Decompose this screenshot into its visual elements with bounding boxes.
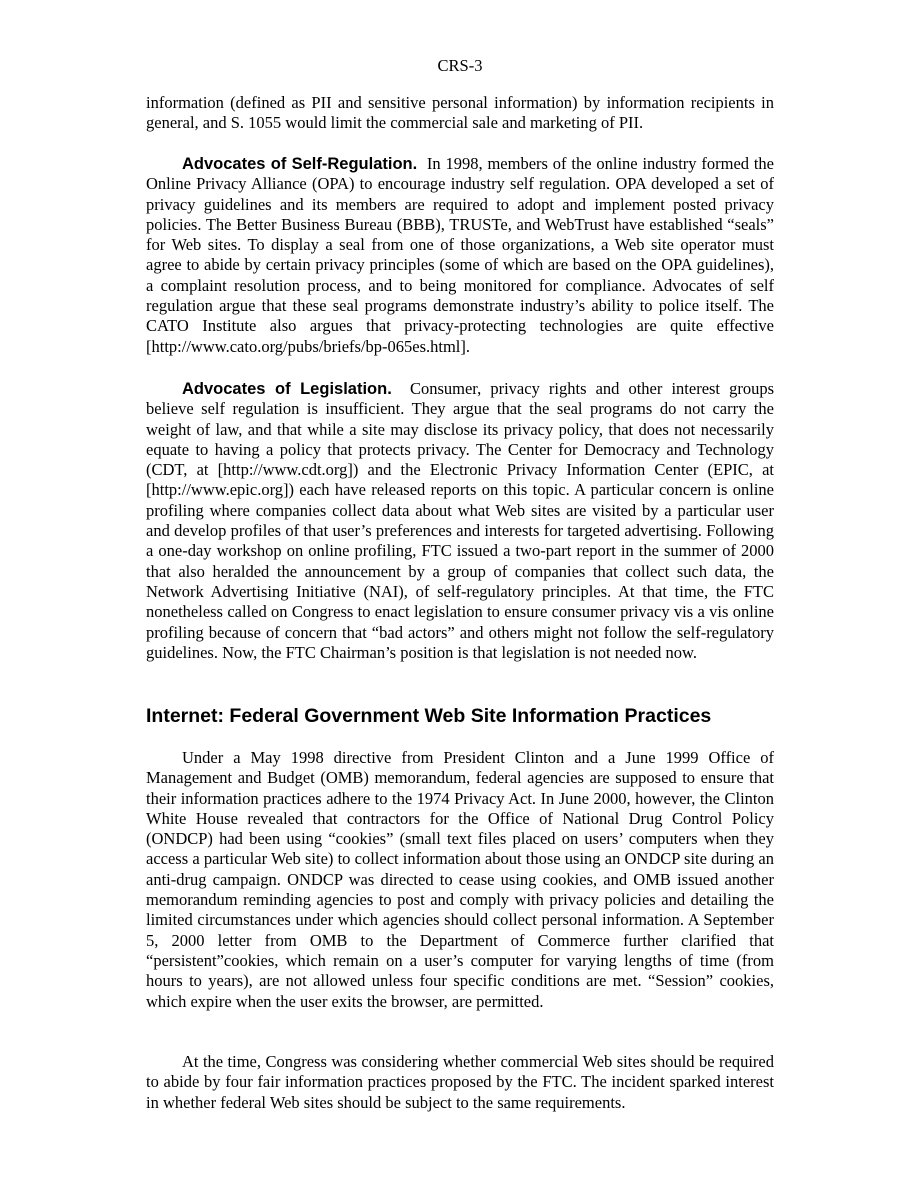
paragraph-federal-practices: Under a May 1998 directive from President Clinton and a June 1999 Office of Management and Budget (OMB) memorandum, federal agencies are supposed to ensure that their information practices adhere to the 1974 Privacy Act. In June 2000, however, the Clinton White House revealed that contractors for the Office of National Drug Control Policy (ONDCP) had been using “cookies” (small text files placed on users’ computers when they access a particular Web site) to collect information about those using an ONDCP site during an anti-drug campaign. ONDCP was directed to cease using cookies, and OMB issued another memorandum reminding agencies to post and comply with privacy policies and detailing the limited circumstances under which agencies should collect personal information. A September 5, 2000 letter from OMB to the Department of Commerce further clarified that “persistent”cookies, which remain on a user’s computer for varying lengths of time (from hours to years), are not allowed unless four specific conditions are met. “Session” cookies, which expire when the user exits the browser, are permitted. <box>146 748 774 1011</box>
run-in-heading-legislation: Advocates of Legislation. <box>182 380 392 398</box>
paragraph-legislation-body: Consumer, privacy rights and other interest groups believe self regulation is insufficient. They argue that the seal programs do not carry the weight of law, and that while a site may disclose its privacy policy, that does not necessarily equate to having a policy that protects privacy. The Center for Democracy and Technology (CDT, at [http://www.cdt.org]) and the Electronic Privacy Information Center (EPIC, at [http://www.epic.org]) each have released reports on this topic. A particular concern is online profiling where companies collect data about what Web sites are visited by a particular user and develop profiles of that user’s preferences and interests for targeted advertising. Following a one-day workshop on online profiling, FTC issued a two-part report in the summer of 2000 that also heralded the announcement by a group of companies that collect such data, the Network Advertising Initiative (NAI), of self-regulatory principles. At that time, the FTC nonetheless called on Congress to enact legislation to ensure consumer privacy vis a vis online profiling because of concern that “bad actors” and others might not follow the self-regulatory guidelines. Now, the FTC Chairman’s position is that legislation is not needed now. <box>146 379 775 662</box>
paragraph-legislation <box>146 379 774 663</box>
paragraph-self-regulation <box>146 154 774 357</box>
paragraph-congress: At the time, Congress was considering whether commercial Web sites should be required to abide by four fair information practices proposed by the FTC. The incident sparked interest in whether federal Web sites should be subject to the same requirements. <box>146 1052 774 1112</box>
paragraph-continuation: information (defined as PII and sensitive personal information) by information recipients in general, and S. 1055 would limit the commercial sale and marketing of PII. <box>146 93 774 133</box>
section-heading: Internet: Federal Government Web Site Information Practices <box>146 705 712 727</box>
page-number: CRS-3 <box>437 56 483 75</box>
run-in-heading-self-regulation: Advocates of Self-Regulation. <box>182 155 418 173</box>
paragraph-self-regulation-body: In 1998, members of the online industry formed the Online Privacy Alliance (OPA) to encourage industry self regulation. OPA developed a set of privacy guidelines and its members are required to adopt and implement posted privacy policies. The Better Business Bureau (BBB), TRUSTe, and WebTrust have established “seals” for Web sites. To display a seal from one of those organizations, a Web site operator must agree to abide by certain privacy principles (some of which are based on the OPA guidelines), a complaint resolution process, and to being monitored for compliance. Advocates of self regulation argue that these seal programs demonstrate industry’s ability to police itself. The CATO Institute also argues that privacy-protecting technologies are quite effective [http://www.cato.org/pubs/briefs/bp-065es.html]. <box>146 154 775 356</box>
